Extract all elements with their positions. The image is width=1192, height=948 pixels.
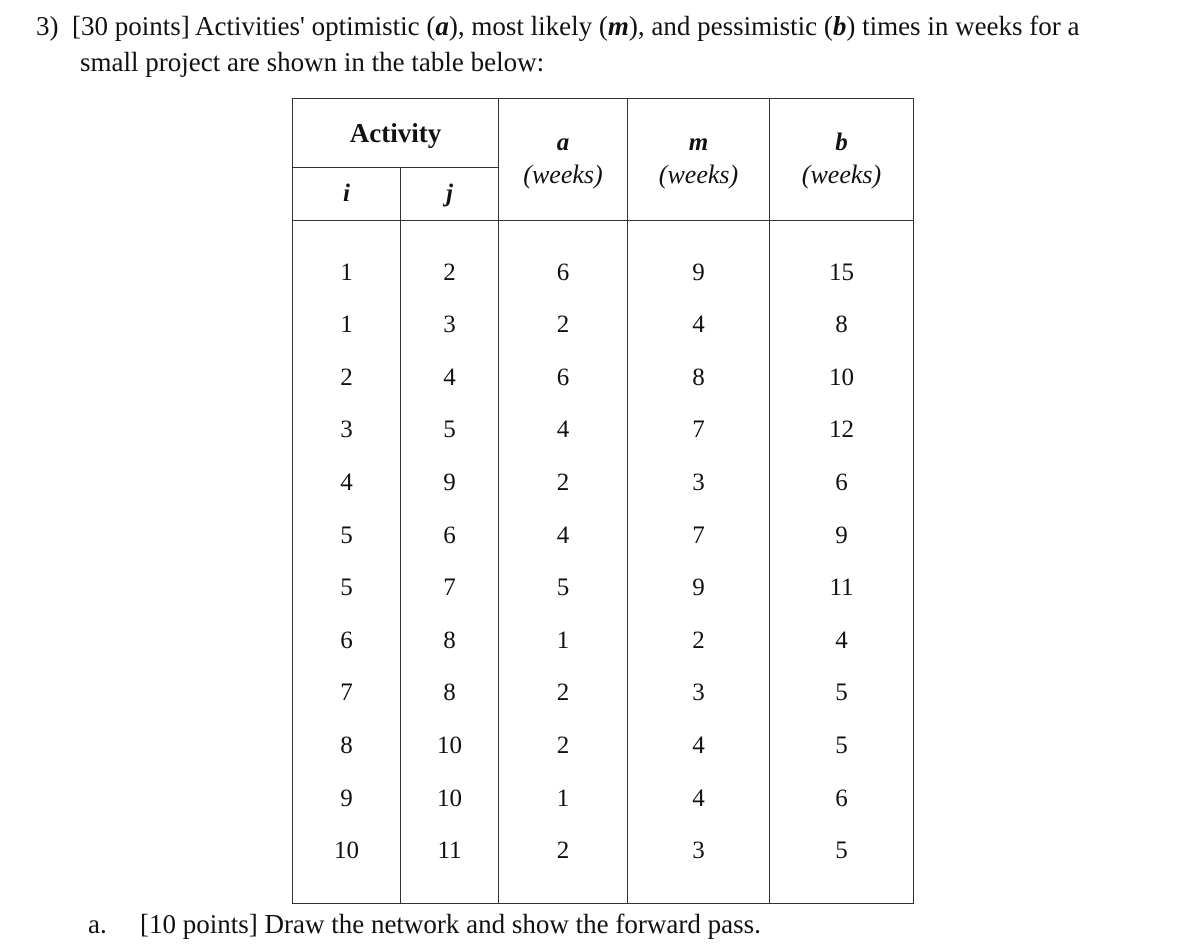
activity-table: [292, 98, 914, 904]
cell-b: 6: [770, 772, 914, 825]
symbol-m: m: [607, 11, 629, 41]
cell-b: 8: [770, 299, 914, 352]
part-a-letter: a.: [88, 909, 107, 939]
header-m: [628, 99, 770, 221]
table-row: [293, 772, 914, 825]
table-row: [293, 667, 914, 720]
cell-m: 3: [628, 667, 770, 720]
table-row: [293, 615, 914, 668]
cell-j: 10: [401, 720, 499, 773]
cell-a: 4: [499, 509, 628, 562]
question-text: [36, 8, 1176, 80]
cell-i: 4: [340, 469, 353, 497]
cell-a: 1: [499, 772, 628, 825]
table-row: [293, 509, 914, 562]
question-number: 3): [36, 11, 59, 41]
cell-m: 4: [628, 299, 770, 352]
cell-m: 4: [628, 720, 770, 773]
cell-b: 9: [770, 509, 914, 562]
table-row: [293, 221, 914, 300]
cell-i: 5: [340, 574, 353, 602]
cell-j: 7: [401, 562, 499, 615]
cell-j: 3: [401, 299, 499, 352]
cell-m: 8: [628, 352, 770, 405]
table-row: [293, 457, 914, 510]
question-line-2: small project are shown in the table below:: [80, 47, 545, 77]
header-activity: Activity: [293, 99, 499, 168]
part-a: [88, 906, 761, 942]
cell-m: 7: [628, 404, 770, 457]
cell-a: 1: [499, 615, 628, 668]
question-text-part: ), and pessimistic (: [628, 11, 833, 41]
cell-a: 2: [499, 825, 628, 904]
cell-a: 2: [499, 667, 628, 720]
cell-b: 5: [770, 825, 914, 904]
header-m-symbol: m: [688, 128, 709, 156]
cell-i: 8: [340, 732, 353, 760]
cell-j: 2: [401, 221, 499, 300]
cell-m: 3: [628, 457, 770, 510]
table-row: [293, 720, 914, 773]
question-line-1: [36, 8, 1176, 44]
cell-j: 8: [401, 667, 499, 720]
cell-a: 2: [499, 299, 628, 352]
question-text-part: Activities' optimistic (: [195, 11, 436, 41]
cell-j: 9: [401, 457, 499, 510]
header-a-unit: (weeks): [523, 159, 603, 189]
header-a-symbol: a: [556, 128, 570, 156]
cell-j: 10: [401, 772, 499, 825]
cell-i: 10: [334, 836, 359, 864]
cell-a: 5: [499, 562, 628, 615]
cell-i: 1: [340, 311, 353, 339]
cell-i: 3: [340, 416, 353, 444]
cell-i: 1: [340, 259, 353, 286]
cell-b: 5: [770, 720, 914, 773]
cell-j: 11: [401, 825, 499, 904]
header-m-unit: (weeks): [658, 159, 739, 189]
cell-a: 4: [499, 404, 628, 457]
cell-j: 5: [401, 404, 499, 457]
cell-j: 8: [401, 615, 499, 668]
question-points: [30 points]: [72, 11, 190, 41]
table-row: [293, 404, 914, 457]
cell-a: 6: [499, 352, 628, 405]
cell-m: 4: [628, 772, 770, 825]
cell-a: 6: [499, 221, 628, 300]
symbol-a: a: [435, 11, 449, 41]
cell-i: 7: [340, 679, 353, 707]
header-j: j: [401, 168, 499, 221]
cell-i: 6: [340, 626, 353, 654]
table-row: [293, 299, 914, 352]
header-i: i: [293, 168, 401, 221]
cell-a: 2: [499, 457, 628, 510]
cell-m: 9: [628, 562, 770, 615]
cell-m: 7: [628, 509, 770, 562]
cell-i: 5: [340, 521, 353, 549]
question-text-part: ) times in weeks for a: [846, 11, 1080, 41]
table-row: [293, 352, 914, 405]
header-b-unit: (weeks): [801, 159, 882, 189]
question-text-part: ), most likely (: [448, 11, 608, 41]
cell-b: 15: [770, 221, 914, 300]
cell-j: 4: [401, 352, 499, 405]
cell-i: 2: [340, 363, 353, 391]
cell-b: 12: [770, 404, 914, 457]
header-b-symbol: b: [835, 128, 848, 156]
table-row: [293, 825, 914, 904]
table-row: [293, 562, 914, 615]
header-b: [770, 99, 914, 221]
cell-b: 6: [770, 457, 914, 510]
header-a: [499, 99, 628, 221]
cell-j: 6: [401, 509, 499, 562]
cell-b: 4: [770, 615, 914, 668]
cell-i: 9: [340, 784, 353, 812]
cell-m: 3: [628, 825, 770, 904]
cell-m: 2: [628, 615, 770, 668]
cell-b: 10: [770, 352, 914, 405]
part-a-text: [10 points] Draw the network and show the forward pass.: [140, 909, 761, 939]
cell-b: 5: [770, 667, 914, 720]
cell-m: 9: [628, 221, 770, 300]
cell-a: 2: [499, 720, 628, 773]
cell-b: 11: [770, 562, 914, 615]
symbol-b: b: [832, 11, 847, 41]
